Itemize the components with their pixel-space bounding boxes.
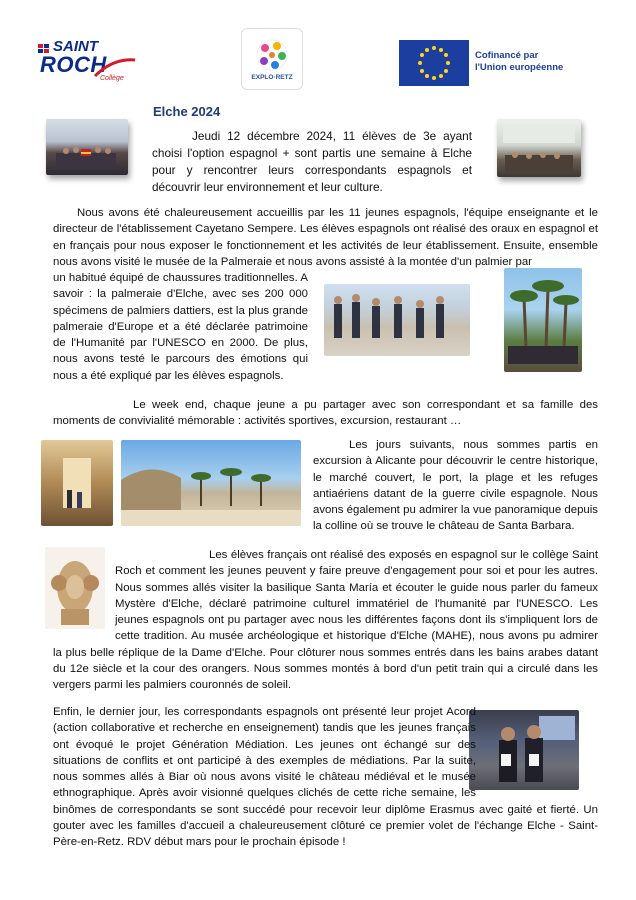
welcome-text: Nous avons été chaleureusement accueillis par les 11 jeunes espagnols, l'équipe enseignante et le directeur de l'établissement Cayetano Sempere. Les élèves espagnols ont réalisé des oraux en espagnol et en français pour nous exposer le fonctionnement et les activités de leur établissement. Ensuite, ensemble nous avons visité le musée de la Palmeraie et nous avons assisté à la montée d'un palmier par (53, 207, 598, 268)
page-title: Elche 2024 (153, 104, 221, 119)
paragraph-saint-roch (53, 547, 598, 694)
intro-text: Jeudi 12 décembre 2024, 11 élèves de 3e ayant choisi l'option espagnol + sont partis une semaine à Elche pour y rencontrer leurs correspondants espagnols et découvrir leur environnement et leur culture. (152, 129, 472, 194)
text-wrap-spacer (53, 547, 115, 629)
saint-roch-text: Les élèves français ont réalisé des exposés en espagnol sur le collège Saint Roch et comment les jeunes peuvent y faire preuve d'engagement pour soi et pour les autres. Nous sommes allés visiter la basilique Santa María et écouter le guide nous parler du fameux Mystère d'Elche, déclaré patrimoine culturel immatériel de l'humanité par l'UNESCO. Les jeunes espagnols ont pu partager avec nous les différentes façons dont ils s'impliquent lors de cette tradition. Au musée archéologique et historique d'Elche (MAHE), nous avons pu admirer la plus belle réplique de la Dame d'Elche. Pour clôturer nous sommes entrés dans les bains arabes datant du 12e siècle et la cour des orangers. Nous sommes montés à bord d'un petit train qui a circulé dans les vergers parmi les palmiers couronnés de soleil. (53, 549, 598, 692)
explo-dots-icon (255, 38, 289, 72)
paragraph-welcome (53, 205, 598, 270)
school-logo-line2: ROCH (40, 52, 107, 77)
last-day-text: Enfin, le dernier jour, les correspondants espagnols ont présenté leur projet Acord (action collaborative et recherche en enseignement) tandis que les jeunes français ont évoqué le projet Génération Médiation. Les jeunes ont échangé sur des situations de conflits et ont participé à des exemples de médiations. Par la suite, nous sommes allés à Biar où nous avons visité le château médiéval et le musée ethnographique. Après avoir visionné quelques clichés de cette riche semaine, les binômes de correspondants se sont succédé pour recevoir leur diplôme Erasmus avec gaité et fierté. Un gouter avec les familles d'accueil a chaleureusement clôturé ce premier volet de l'échange Elche - Saint-Père-en-Retz. RDV début mars pour le prochain épisode ! (53, 706, 598, 849)
explo-retz-logo (241, 28, 303, 90)
photo-palm-trees (504, 268, 582, 372)
photo-alicante-beach (121, 440, 301, 526)
school-logo-accent-icon (38, 41, 50, 51)
school-logo (38, 38, 138, 88)
photo-students-meeting-room (497, 119, 581, 177)
eu-cofinance-logo (399, 40, 589, 86)
eu-flag-icon (399, 40, 469, 86)
alicante-text: Les jours suivants, nous sommes partis en excursion à Alicante pour découvrir le centre historique, le marché couvert, le port, la plage et les refuges antiaériens datant de la guerre civile espagnole. Nous avons également pu admirer la vue panoramique depuis la colline où se trouve le château de Santa Barbara. (313, 439, 598, 533)
eu-line1: Cofinancé par (475, 50, 539, 61)
paragraph-palmeraie (53, 270, 308, 384)
eu-line2: l'Union européenne (475, 62, 564, 73)
school-logo-line1: SAINT (53, 38, 98, 55)
paragraph-last-day (53, 704, 598, 851)
photo-group-outdoor (324, 284, 470, 356)
photo-shelter-tunnel (41, 440, 113, 526)
text-wrap-spacer (476, 710, 598, 796)
school-logo-sub: Collège (100, 75, 124, 82)
palmeraie-text: un habitué équipé de chaussures traditionnelles. A savoir : la palmeraie d'Elche, avec ses 200 000 spécimens de palmiers dattiers, est la plus grande palmeraie d'Europe et a été déclarée patrimoine de l'Humanité par l'UNESCO en 2000. De plus, nous avons testé le parcours des émotions qui nous a été expliqué par les élèves espagnols. (53, 272, 308, 382)
paragraph-weekend (53, 397, 598, 430)
explo-retz-text: EXPLO·RETZ (251, 74, 293, 81)
paragraph-alicante (313, 437, 598, 535)
photo-group-classroom (46, 119, 128, 175)
intro-paragraph (152, 128, 472, 196)
weekend-text: Le week end, chaque jeune a pu partager avec son correspondant et sa famille des moments de convivialité mémorable : activités sportives, excursion, restaurant … (53, 399, 598, 428)
